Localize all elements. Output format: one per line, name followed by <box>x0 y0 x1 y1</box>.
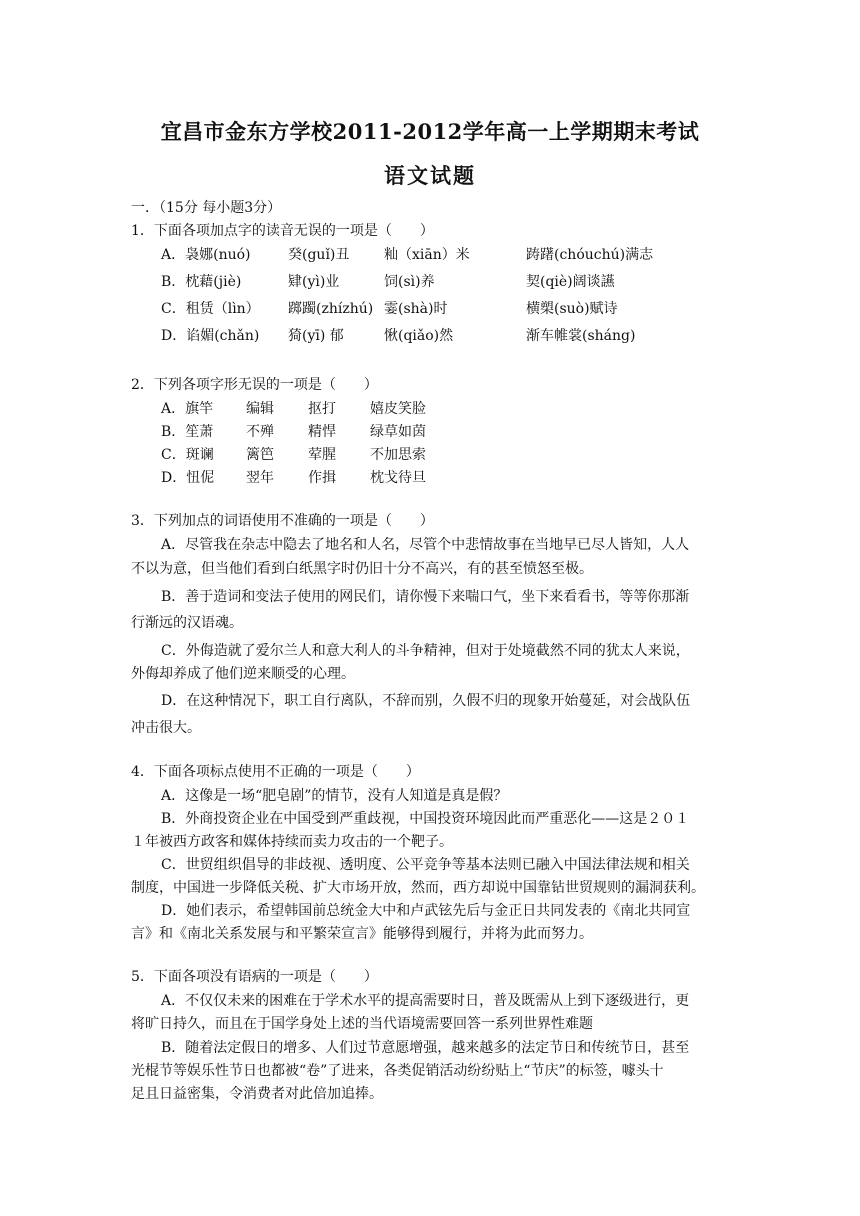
section-heading: 一．（15分 每小题3分） <box>131 200 282 216</box>
q1-d-4: 渐车帷裳(sháng) <box>526 328 636 344</box>
q5-a-line1: A．不仅仅未来的困难在于学术水平的提高需要时日，普及既需从上到下逐级进行，更 <box>161 993 690 1009</box>
q3-a-line2: 不以为意，但当他们看到白纸黑字时仍旧十分不高兴，有的甚至愤怒至极。 <box>131 561 593 577</box>
q1-c-1: C．租赁（lìn） <box>161 301 260 317</box>
q2-c-3: 荤腥 <box>308 447 336 463</box>
q1-a-3: 籼（xiān）米 <box>384 247 470 263</box>
exam-subtitle: 语文试题 <box>384 163 476 188</box>
q2-a-3: 抠打 <box>308 401 336 417</box>
q3-b-line2: 行渐远的汉语魂。 <box>131 615 243 631</box>
q4-c-line1: C．世贸组织倡导的非歧视、透明度、公平竞争等基本法则已融入中国法律法规和相关 <box>161 857 690 873</box>
q1-b-3: 饲(sì)养 <box>384 274 435 290</box>
q2-stem: 2．下列各项字形无误的一项是（ ） <box>131 377 378 393</box>
q5-stem: 5．下面各项没有语病的一项是（ ） <box>131 969 378 985</box>
q3-stem: 3．下列加点的词语使用不准确的一项是（ ） <box>131 513 434 529</box>
q5-b-line2: 光棍节等娱乐性节日也都被“卷”了进来，各类促销活动纷纷贴上“节庆”的标签，噱头十 <box>131 1063 664 1079</box>
q4-c-line2: 制度，中国进一步降低关税、扩大市场开放，然而，西方却说中国靠钻世贸规则的漏洞获利。 <box>131 880 705 896</box>
q2-b-1: B．笙萧 <box>161 424 214 440</box>
q2-b-3: 精悍 <box>308 424 336 440</box>
q1-c-2: 踯躅(zhízhú) <box>288 301 374 317</box>
q2-a-1: A．旗竿 <box>161 401 214 417</box>
q2-d-3: 作揖 <box>308 470 336 486</box>
q2-b-2: 不殚 <box>246 424 274 440</box>
q1-b-4: 契(qiè)阔谈讌 <box>526 274 615 290</box>
q1-d-1: D．谄媚(chǎn) <box>161 328 260 344</box>
q4-stem: 4．下面各项标点使用不正确的一项是（ ） <box>131 764 420 780</box>
q1-d-3: 愀(qiǎo)然 <box>384 328 454 344</box>
q4-b-line2: １年被西方政客和媒体持续而卖力攻击的一个靶子。 <box>131 834 453 850</box>
q2-d-4: 枕戈待旦 <box>370 470 426 486</box>
q1-c-3: 霎(shà)时 <box>384 301 448 317</box>
q3-c-line2: 外侮却养成了他们逆来顺受的心理。 <box>131 666 355 682</box>
q5-b-line1: B．随着法定假日的增多、人们过节意愿增强，越来越多的法定节日和传统节日，甚至 <box>161 1040 690 1056</box>
q3-a-line1: A．尽管我在杂志中隐去了地名和人名，尽管个中悲情故事在当地早已尽人皆知，人人 <box>161 537 690 553</box>
q1-b-2: 肄(yì)业 <box>288 274 340 290</box>
q4-d-line1: D．她们表示，希望韩国前总统金大中和卢武铉先后与金正日共同发表的《南北共同宣 <box>161 903 691 919</box>
q3-d-line2: 冲击很大。 <box>131 720 201 736</box>
q1-b-1: B．枕藉(jiè) <box>161 274 242 290</box>
q3-c-line1: C．外侮造就了爱尔兰人和意大利人的斗争精神，但对于处境截然不同的犹太人来说， <box>161 643 690 659</box>
q4-a-line1: A．这像是一场“肥皂剧”的情节，没有人知道是真是假？ <box>161 788 508 804</box>
q4-d-line2: 言》和《南北关系发展与和平繁荣宣言》能够得到履行，并将为此而努力。 <box>131 926 593 942</box>
q1-a-4: 踌躇(chóuchú)满志 <box>526 247 654 263</box>
q2-d-1: D．忸伲 <box>161 470 215 486</box>
q2-c-1: C．斑谰 <box>161 447 214 463</box>
q3-b-line1: B．善于造词和变法子使用的网民们，请你慢下来喘口气，坐下来看看书，等等你那渐 <box>161 589 690 605</box>
q4-b-line1: B．外商投资企业在中国受到严重歧视，中国投资环境因此而严重恶化——这是２０１ <box>161 811 690 827</box>
q2-a-2: 编辑 <box>246 401 274 417</box>
q2-c-2: 篱笆 <box>246 447 274 463</box>
q5-a-line2: 将旷日持久，而且在于国学身处上述的当代语境需要回答一系列世界性难题 <box>131 1016 593 1032</box>
q1-d-2: 猗(yī) 郁 <box>288 328 344 344</box>
q1-stem: 1．下面各项加点字的读音无误的一项是（ ） <box>131 223 434 239</box>
q2-b-4: 绿草如茵 <box>370 424 426 440</box>
q1-a-1: A．袅娜(nuó) <box>161 247 251 263</box>
exam-title: 宜昌市金东方学校2011-2012学年高一上学期期末考试 <box>160 119 700 144</box>
q1-a-2: 癸(guǐ)丑 <box>288 247 350 263</box>
q3-d-line1: D．在这种情况下，职工自行离队，不辞而别，久假不归的现象开始蔓延，对会战队伍 <box>161 693 691 709</box>
q2-d-2: 翌年 <box>246 470 274 486</box>
q1-c-4: 横槊(suò)赋诗 <box>526 301 618 317</box>
q5-b-line3: 足且日益密集，令消费者对此倍加追捧。 <box>131 1086 383 1102</box>
q2-a-4: 嬉皮笑脸 <box>370 401 426 417</box>
q2-c-4: 不加思索 <box>370 447 426 463</box>
